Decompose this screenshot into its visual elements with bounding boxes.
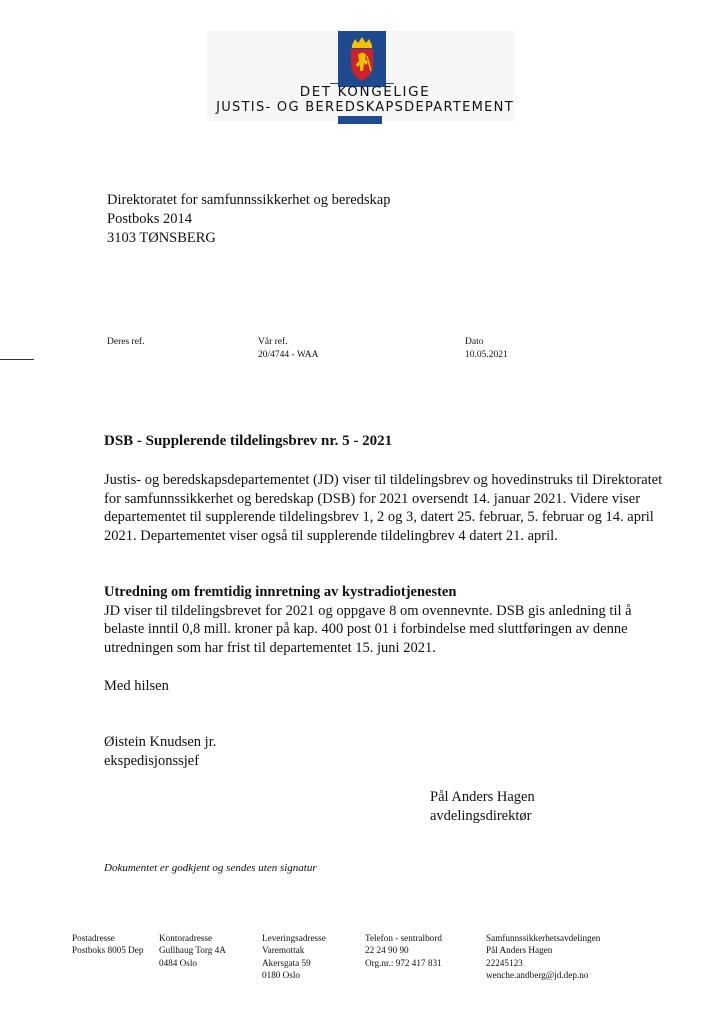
signatory-2 xyxy=(430,788,690,825)
var-ref-label: Vår ref. xyxy=(258,337,288,347)
signatory-1-title: ekspedisjonssjef xyxy=(104,752,200,769)
signatory-1-name: Øistein Knudsen jr. xyxy=(104,734,217,750)
body-paragraph-1: Justis- og beredskapsdepartementet (JD) viser til tildelingsbrev og hovedinstruks til Direktoratet for samfunnssikkerhet og beredskap (DSB) for 2021 oversendt 14. januar 2021. Videre viser departementet til supplerende tildelingsbrev 1, 2 og 3, datert 25. februar, 5. februar og 14. april 2021. Departementet viser også til supplerende tildelingbrev 4 datert 21. april. xyxy=(104,472,663,544)
signatory-2-title: avdelingsdirektør xyxy=(430,807,532,824)
letter-subject: DSB - Supplerende tildelingsbrev nr. 5 - 2021 xyxy=(104,433,393,449)
recipient-address xyxy=(107,191,390,248)
fold-mark xyxy=(0,359,34,360)
footer-leveringsadresse xyxy=(262,932,326,981)
footer-label: Postadresse xyxy=(72,933,115,943)
footer-line: 22245123 xyxy=(486,957,523,968)
footer-kontoradresse xyxy=(159,932,226,969)
logo-footer-bar xyxy=(338,116,382,124)
coat-of-arms-icon xyxy=(338,31,386,87)
footer-line: 22 24 90 90 xyxy=(365,945,409,956)
footer-line: Varemottak xyxy=(262,945,305,956)
footer-line: Gullhaug Torg 4A xyxy=(159,945,226,956)
footer-label: Leveringsadresse xyxy=(262,933,326,943)
logo-title-line1: DET KONGELIGE xyxy=(299,84,431,100)
footer-telefon xyxy=(365,932,442,969)
footer-line: 0180 Oslo xyxy=(262,969,301,980)
deres-ref xyxy=(107,336,144,349)
section-heading: Utredning om fremtidig innretning av kystradiotjenesten xyxy=(104,584,457,600)
date-label: Dato xyxy=(465,337,484,347)
footer-line: Postboks 8005 Dep xyxy=(72,945,144,956)
footer-email[interactable]: wenche.andberg@jd.dep.no xyxy=(486,969,589,980)
recipient-city: 3103 TØNSBERG xyxy=(107,230,216,246)
body-paragraph-2: JD viser til tildelingsbrevet for 2021 og oppgave 8 om ovennevnte. DSB gis anledning til å belaste inntil 0,8 mill. kroner på kap. 400 post 01 i forbindelse med sluttføringen av denne utredningen som har frist til departementet 15. juni 2021. xyxy=(104,602,632,656)
date-value: 10.05.2021 xyxy=(465,350,508,360)
footer-avdeling xyxy=(486,932,600,981)
footer-label: Kontoradresse xyxy=(159,933,213,943)
footer-line: Akersgata 59 xyxy=(262,957,311,968)
closing: Med hilsen xyxy=(104,678,169,694)
recipient-name: Direktoratet for samfunnssikkerhet og beredskap xyxy=(107,192,391,208)
recipient-po-box: Postboks 2014 xyxy=(107,211,193,227)
var-ref xyxy=(258,336,319,362)
deres-ref-label: Deres ref. xyxy=(107,337,145,347)
approval-note: Dokumentet er godkjent og sendes uten signatur xyxy=(104,862,317,874)
footer-line: Pål Anders Hagen xyxy=(486,945,553,956)
var-ref-value: 20/4744 - WAA xyxy=(258,350,319,360)
footer-line: 0484 Oslo xyxy=(159,957,198,968)
signatory-2-name: Pål Anders Hagen xyxy=(430,789,535,805)
signatory-1 xyxy=(104,733,404,770)
logo-title-line2: JUSTIS- OG BEREDSKAPSDEPARTEMENT xyxy=(216,100,514,115)
body-section xyxy=(104,583,664,657)
footer-label: Telefon - sentralbord xyxy=(365,933,442,943)
footer-line: Org.nr.: 972 417 831 xyxy=(365,957,442,968)
footer-postadresse xyxy=(72,932,143,957)
date-ref xyxy=(465,336,508,362)
footer-label: Samfunnssikkerhetsavdelingen xyxy=(486,933,601,943)
